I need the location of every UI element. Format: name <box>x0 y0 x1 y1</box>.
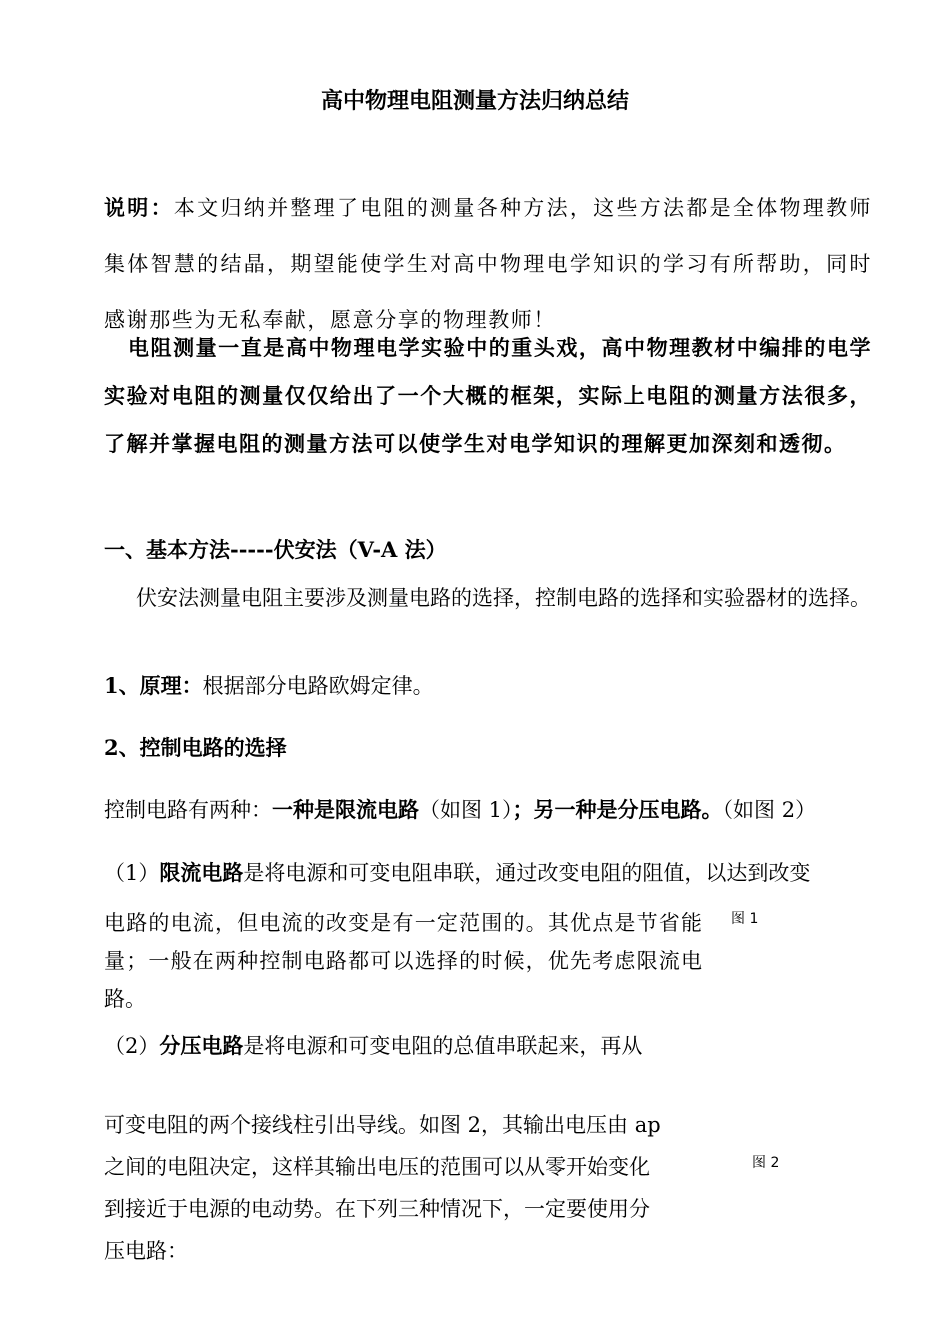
control-types-line <box>104 794 816 824</box>
limit-circuit-term: 一种是限流电路 <box>272 797 419 822</box>
divider-circuit-description <box>104 1104 724 1272</box>
limit-circuit-first-line <box>104 857 810 887</box>
principle-label: 1、原理： <box>104 673 203 698</box>
figure-2-label: 图 2 <box>752 1155 780 1171</box>
figure-1-reference: （如图 1） <box>419 798 513 822</box>
divider-circuit-line-text: 是将电源和可变电阻的总值串联起来，再从 <box>243 1034 643 1058</box>
va-method-paragraph: 伏安法测量电阻主要涉及测量电路的选择，控制电路的选择和实验器材的选择。 <box>136 586 871 610</box>
document-title: 高中物理电阻测量方法归纳总结 <box>320 88 629 114</box>
divider-circuit-bold: 分压电路 <box>159 1033 244 1058</box>
divider-circuit-term: 另一种是分压电路。 <box>533 797 723 822</box>
divider-circuit-first-line <box>104 1030 642 1060</box>
limit-circuit-line-text: 是将电源和可变电阻串联，通过改变电阻的阻值，以达到改变 <box>243 861 811 885</box>
intro-label: 说明： <box>104 195 174 220</box>
figure-2-reference: （如图 2） <box>722 798 817 822</box>
intro-paragraph <box>104 180 872 348</box>
limit-circuit-number: （1） <box>104 861 160 885</box>
emphasis-paragraph: 电阻测量一直是高中物理电学实验中的重头戏，高中物理教材中编排的电学实验对电阻的测量仅仅给出了一个大概的框架，实际上电阻的测量方法很多，了解并掌握电阻的测量方法可以使学生对电学知识的理解更加深刻和透彻。 <box>104 335 872 456</box>
control-prefix: 控制电路有两种： <box>104 798 272 822</box>
figure-1-label: 图 1 <box>731 911 759 927</box>
divider-line-2: 可变电阻的两个接线柱引出导线。如图 2，其输出电压由 ap <box>104 1113 661 1137</box>
section-heading-basic-method: 一、基本方法-----伏安法（V-A 法） <box>104 537 447 562</box>
limit-circuit-description: 电路的电流，但电流的改变是有一定范围的。其优点是节省能量；一般在两种控制电路都可以选择的时候，优先考虑限流电路。 <box>104 911 702 1011</box>
limit-circuit-bold: 限流电路 <box>159 860 244 885</box>
principle-line <box>104 670 434 700</box>
divider-line-4: 到接近于电源的电动势。在下列三种情况下，一定要使用分 <box>104 1197 650 1221</box>
divider-line-5: 压电路： <box>104 1239 188 1263</box>
section-heading-control-circuit: 2、控制电路的选择 <box>104 735 287 760</box>
divider-circuit-number: （2） <box>104 1034 160 1058</box>
intro-text: 本文归纳并整理了电阻的测量各种方法，这些方法都是全体物理教师集体智慧的结晶，期望能使学生对高中物理电学知识的学习有所帮助，同时感谢那些为无私奉献，愿意分享的物理教师！ <box>104 196 872 332</box>
principle-text: 根据部分电路欧姆定律。 <box>202 674 434 698</box>
separator: ； <box>512 797 534 822</box>
divider-line-3: 之间的电阻决定，这样其输出电压的范围可以从零开始变化 <box>104 1155 650 1179</box>
